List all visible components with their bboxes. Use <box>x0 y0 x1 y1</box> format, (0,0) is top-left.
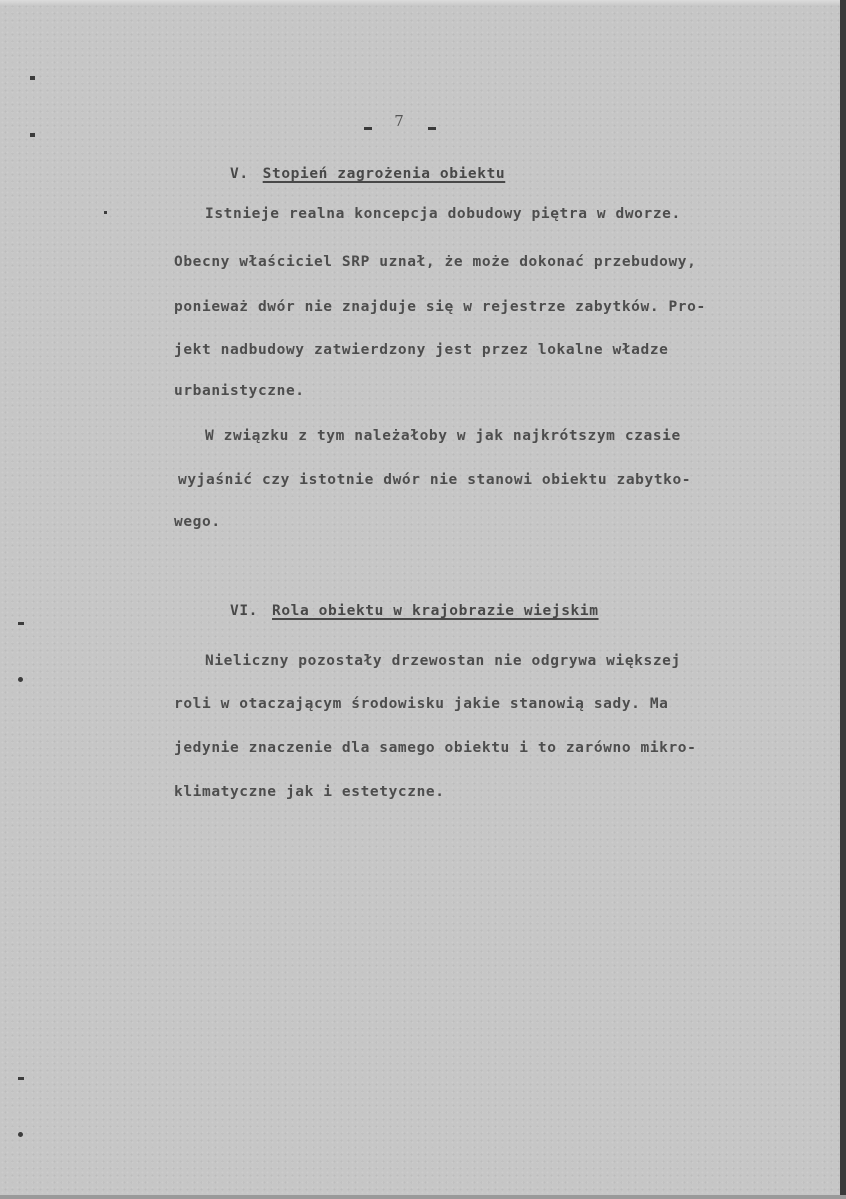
binder-mark <box>18 1077 24 1080</box>
binder-mark <box>104 211 107 214</box>
paragraph-line: Obecny właściciel SRP uznał, że może dokonać przebudowy, <box>174 254 697 270</box>
paragraph-line: Istnieje realna koncepcja dobudowy piętra w dworze. <box>205 206 681 222</box>
section-number: V. <box>230 166 249 182</box>
paragraph-line: roli w otaczającym środowisku jakie stanowią sady. Ma <box>174 696 669 712</box>
page-number-dash <box>364 127 372 130</box>
section-heading <box>230 166 505 182</box>
section-title: Rola obiektu w krajobrazie wiejskim <box>272 603 599 619</box>
binder-mark <box>30 133 35 137</box>
paragraph-line: wego. <box>174 514 221 530</box>
section-title: Stopień zagrożenia obiektu <box>262 166 506 182</box>
paragraph-line: W związku z tym należałoby w jak najkrótszym czasie <box>205 428 681 444</box>
page-number-dash <box>428 127 436 130</box>
paragraph-line: wyjaśnić czy istotnie dwór nie stanowi obiektu zabytko- <box>178 472 692 488</box>
paragraph-line: ponieważ dwór nie znajduje się w rejestrze zabytków. Pro- <box>174 299 706 315</box>
binder-mark <box>18 1132 23 1137</box>
binder-mark <box>30 76 35 80</box>
paragraph-line: jekt nadbudowy zatwierdzony jest przez lokalne władze <box>174 342 669 358</box>
binder-mark <box>18 622 24 625</box>
paragraph-line: urbanistyczne. <box>174 383 305 399</box>
section-number: VI. <box>230 603 258 619</box>
page-right-edge <box>840 0 846 1199</box>
page-top-edge <box>0 0 846 6</box>
paragraph-line: klimatyczne jak i estetyczne. <box>174 784 445 800</box>
paragraph-line: Nieliczny pozostały drzewostan nie odgrywa większej <box>205 653 681 669</box>
paragraph-line: jedynie znaczenie dla samego obiektu i to zarówno mikro- <box>174 740 697 756</box>
page-bottom-edge <box>0 1195 846 1199</box>
page-number-value: 7 <box>394 112 406 130</box>
page-number <box>340 112 460 130</box>
binder-mark <box>18 677 23 682</box>
section-heading <box>230 603 599 619</box>
